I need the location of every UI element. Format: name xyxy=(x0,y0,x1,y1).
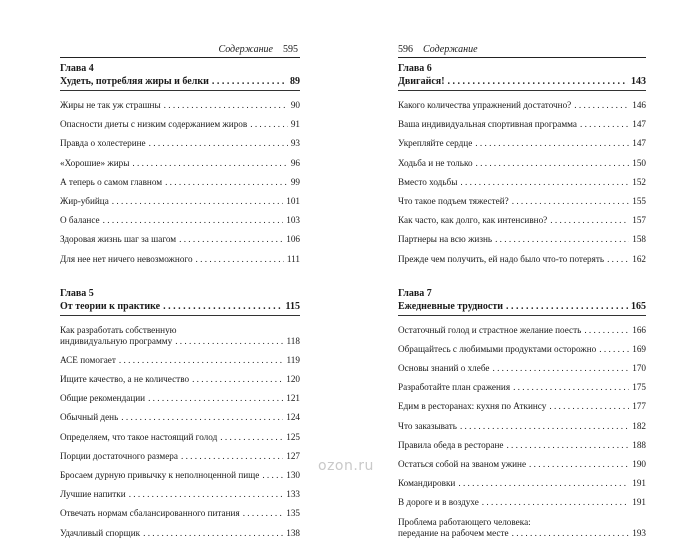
dot-leader xyxy=(476,158,630,169)
dot-leader xyxy=(112,196,283,207)
toc-entry[interactable] xyxy=(60,393,300,404)
toc-entry-text: Общие рекомендации xyxy=(60,393,146,404)
chapter-page-number: 115 xyxy=(285,300,300,312)
dot-leader xyxy=(149,138,288,149)
dot-leader xyxy=(220,432,283,443)
dot-leader xyxy=(482,497,629,508)
toc-entry-page: 91 xyxy=(290,119,300,130)
toc-entry-page: 166 xyxy=(632,324,646,335)
left-page xyxy=(0,0,350,538)
dot-leader xyxy=(103,215,284,226)
toc-entry-page: 188 xyxy=(632,439,646,450)
right-page xyxy=(350,0,700,538)
toc-entry[interactable] xyxy=(398,119,646,130)
toc-entry-text: Едим в ресторанах: кухня по Аткинсу xyxy=(398,401,547,412)
toc-entry-text: Ходьба и не только xyxy=(398,157,473,168)
toc-entry[interactable] xyxy=(398,215,646,226)
toc-entry-text: Что такое подъем тяжестей? xyxy=(398,195,509,206)
toc-entry-page: 177 xyxy=(632,401,646,412)
toc-entry-page: 170 xyxy=(632,363,646,374)
chapter-page-number: 143 xyxy=(631,76,646,87)
dot-leader xyxy=(512,196,630,207)
toc-entry-text: передание на рабочем месте xyxy=(398,527,509,538)
toc-entry-text: Жиры не так уж страшны xyxy=(60,100,161,110)
dot-leader xyxy=(148,393,283,404)
toc-entry-page: 169 xyxy=(632,343,646,354)
toc-entry[interactable] xyxy=(398,459,646,470)
dot-leader xyxy=(599,344,629,355)
dot-leader xyxy=(549,401,629,412)
toc-entry-text: Лучшие напитки xyxy=(60,489,126,500)
toc-entry-text: Прежде чем получить, ей надо было что-то потерять xyxy=(398,253,605,264)
running-head-page-number: 596 xyxy=(398,44,413,55)
dot-leader xyxy=(163,300,282,313)
toc-entry[interactable] xyxy=(60,138,300,149)
toc-entry-page: 120 xyxy=(286,374,300,385)
chapter-title[interactable] xyxy=(398,300,646,316)
chapter-title-text: Двигайся! xyxy=(398,76,445,87)
toc-entry-page: 158 xyxy=(632,234,646,245)
toc-entry-text: Ищите качество, а не количество xyxy=(60,374,190,385)
toc-entry[interactable] xyxy=(60,355,300,366)
toc-entry-text: Остаться собой на званом ужине xyxy=(398,459,527,469)
toc-entry[interactable] xyxy=(60,489,300,500)
toc-entry[interactable] xyxy=(60,470,300,481)
toc-entry-text: АСЕ помогает xyxy=(60,354,116,365)
chapter-page-number: 165 xyxy=(631,300,646,312)
toc-entry[interactable] xyxy=(398,177,646,188)
toc-entry-page: 127 xyxy=(286,450,300,461)
toc-entry-page: 182 xyxy=(632,420,646,431)
chapter-label: Глава 6 xyxy=(398,63,432,74)
dot-leader xyxy=(179,234,283,245)
toc-entry[interactable] xyxy=(60,234,300,245)
toc-entry[interactable] xyxy=(60,336,300,347)
dot-leader xyxy=(119,355,284,366)
toc-entry[interactable] xyxy=(398,234,646,245)
toc-entry[interactable] xyxy=(398,382,646,393)
toc-entry[interactable] xyxy=(398,478,646,489)
toc-entry-page: 125 xyxy=(286,431,300,442)
toc-entry-page: 157 xyxy=(632,215,646,226)
toc-entry-text: Правила обеда в ресторане xyxy=(398,439,504,450)
chapter-page-number: 89 xyxy=(290,76,300,87)
toc-entry-page: 150 xyxy=(632,157,646,168)
toc-entry-page: 124 xyxy=(286,412,300,423)
dot-leader xyxy=(250,119,288,130)
running-head-left xyxy=(218,44,298,55)
toc-entry-text: Для нее нет ничего невозможного xyxy=(60,253,193,264)
toc-entry-page: 138 xyxy=(286,527,300,538)
dot-leader xyxy=(550,215,629,226)
dot-leader xyxy=(143,528,283,539)
toc-entry[interactable] xyxy=(398,100,646,111)
toc-entry-page: 135 xyxy=(286,508,300,519)
chapter-title-text: Худеть, потребляя жиры и белки xyxy=(60,76,209,87)
toc-entry-text: Какого количества упражнений достаточно? xyxy=(398,100,572,110)
chapter-title[interactable] xyxy=(60,300,300,316)
dot-leader xyxy=(121,412,283,423)
toc-entry-text: Что заказывать xyxy=(398,420,457,431)
dot-leader xyxy=(580,119,629,130)
toc-entry[interactable] xyxy=(398,401,646,412)
toc-entry[interactable] xyxy=(60,432,300,443)
toc-entry-page: 175 xyxy=(632,382,646,393)
toc-entry-text: В дороге и в воздухе xyxy=(398,497,479,508)
toc-entry-page: 103 xyxy=(286,215,300,226)
toc-entry-page: 101 xyxy=(286,195,300,206)
toc-entry-text: Ваша индивидуальная спортивная программа xyxy=(398,119,577,130)
toc-entry-page: 147 xyxy=(632,119,646,130)
toc-entry-page: 96 xyxy=(290,157,300,168)
dot-leader xyxy=(574,100,629,111)
toc-entry-text: Командировки xyxy=(398,478,456,489)
toc-entry-page: 162 xyxy=(632,253,646,264)
toc-entry-text: Бросаем дурную привычку к неполноценной пище xyxy=(60,470,260,480)
dot-leader xyxy=(181,451,283,462)
running-head-title: Содержание xyxy=(218,44,273,55)
toc-entry-page: 190 xyxy=(632,459,646,469)
dot-leader xyxy=(495,234,629,245)
toc-entry-page: 146 xyxy=(632,100,646,110)
toc-entry-text: Жир-убийца xyxy=(60,195,109,206)
toc-entry[interactable] xyxy=(60,196,300,207)
toc-entry-text: индивидуальную программу xyxy=(60,335,173,346)
toc-entry-text: Отвечать нормам сбалансированного питания xyxy=(60,508,240,519)
toc-entry[interactable] xyxy=(60,374,300,385)
dot-leader xyxy=(529,459,629,470)
dot-leader xyxy=(165,177,288,188)
toc-entry-text: Вместо ходьбы xyxy=(398,176,458,187)
toc-entry-text: Обращайтесь с любимыми продуктами осторожно xyxy=(398,343,597,354)
toc-entry[interactable] xyxy=(398,158,646,169)
toc-entry-text: А теперь о самом главном xyxy=(60,176,163,187)
toc-entry[interactable] xyxy=(60,177,300,188)
dot-leader xyxy=(164,100,288,111)
toc-entry[interactable] xyxy=(60,451,300,462)
toc-entry-page: 191 xyxy=(632,478,646,489)
toc-entry[interactable] xyxy=(60,100,300,111)
dot-leader xyxy=(475,138,629,149)
toc-entry[interactable] xyxy=(398,440,646,451)
dot-leader xyxy=(196,254,284,265)
toc-entry-text: «Хорошие» жиры xyxy=(60,157,130,168)
toc-entry[interactable] xyxy=(60,158,300,169)
chapter-title[interactable] xyxy=(398,75,646,91)
dot-leader xyxy=(460,421,629,432)
toc-entry-text: Определяем, что такое настоящий голод xyxy=(60,431,218,442)
dot-leader xyxy=(129,489,284,500)
chapter-label: Глава 5 xyxy=(60,287,94,299)
toc-entry-page: 121 xyxy=(286,393,300,404)
toc-entry-page: 130 xyxy=(286,470,300,480)
dot-leader xyxy=(458,478,629,489)
toc-entry[interactable] xyxy=(60,528,300,539)
running-head-page-number: 595 xyxy=(283,44,298,55)
dot-leader xyxy=(512,528,630,539)
running-head-right xyxy=(398,44,478,55)
toc-entry-page: 90 xyxy=(290,100,300,110)
toc-entry-text: Порции достаточного размера xyxy=(60,450,178,461)
toc-entry-text: Укрепляйте сердце xyxy=(398,138,473,149)
dot-leader xyxy=(513,382,629,393)
toc-entry[interactable] xyxy=(398,344,646,355)
dot-leader xyxy=(506,440,629,451)
watermark-text: ozon.ru xyxy=(318,458,374,474)
toc-entry-text: Опасности диеты с низким содержанием жиров xyxy=(60,119,248,130)
chapter-title-text: Ежедневные трудности xyxy=(398,300,504,312)
toc-entry-line: Проблема работающего человека: xyxy=(398,516,531,527)
chapter-title[interactable] xyxy=(60,75,300,91)
toc-entry-text: Правда о холестерине xyxy=(60,138,146,149)
toc-entry[interactable] xyxy=(60,215,300,226)
toc-entry-text: Удачливый спорщик xyxy=(60,527,141,538)
toc-left xyxy=(60,62,300,547)
dot-leader xyxy=(460,177,629,188)
toc-entry-line: Как разработать собственную xyxy=(60,324,177,335)
toc-entry-page: 99 xyxy=(290,176,300,187)
toc-entry-page: 111 xyxy=(286,253,300,264)
toc-entry[interactable] xyxy=(60,119,300,130)
running-head-title: Содержание xyxy=(423,44,478,55)
toc-entry-text: Основы знаний о хлебе xyxy=(398,363,490,374)
toc-entry[interactable] xyxy=(60,254,300,265)
dot-leader xyxy=(506,300,628,313)
dot-leader xyxy=(448,75,628,88)
toc-entry-page: 118 xyxy=(286,335,300,346)
dot-leader xyxy=(262,470,283,481)
dot-leader xyxy=(175,336,283,347)
dot-leader xyxy=(607,254,629,265)
toc-entry-text: Разработайте план сражения xyxy=(398,382,511,393)
toc-entry[interactable] xyxy=(398,196,646,207)
chapter-title-text: От теории к практике xyxy=(60,300,161,312)
toc-entry-text: О балансе xyxy=(60,215,100,226)
toc-entry-text: Здоровая жизнь шаг за шагом xyxy=(60,234,177,245)
dot-leader xyxy=(243,508,284,519)
toc-entry-page: 147 xyxy=(632,138,646,149)
toc-entry[interactable] xyxy=(60,508,300,519)
header-rule xyxy=(398,57,646,58)
toc-entry[interactable] xyxy=(398,325,646,336)
toc-entry[interactable] xyxy=(398,254,646,265)
dot-leader xyxy=(212,75,287,88)
toc-entry-page: 133 xyxy=(286,489,300,500)
toc-entry-page: 193 xyxy=(632,527,646,538)
toc-entry-text: Остаточный голод и страстное желание поесть xyxy=(398,324,582,335)
toc-entry[interactable] xyxy=(398,363,646,374)
dot-leader xyxy=(492,363,629,374)
toc-entry-page: 119 xyxy=(286,354,300,365)
dot-leader xyxy=(132,158,287,169)
toc-entry-page: 152 xyxy=(632,176,646,187)
toc-entry-text: Партнеры на всю жизнь xyxy=(398,234,493,245)
toc-entry[interactable] xyxy=(398,421,646,432)
header-rule xyxy=(60,57,300,58)
toc-entry-text: Обычный день xyxy=(60,412,119,423)
toc-entry-page: 106 xyxy=(286,234,300,245)
toc-entry[interactable] xyxy=(398,138,646,149)
toc-entry[interactable] xyxy=(398,528,646,539)
dot-leader xyxy=(584,325,629,336)
chapter-label: Глава 7 xyxy=(398,287,432,299)
chapter-label: Глава 4 xyxy=(60,63,94,74)
dot-leader xyxy=(192,374,283,385)
toc-entry-page: 191 xyxy=(632,497,646,508)
toc-right xyxy=(398,62,646,547)
toc-entry-page: 155 xyxy=(632,195,646,206)
toc-entry-text: Как часто, как долго, как интенсивно? xyxy=(398,215,548,226)
toc-entry[interactable] xyxy=(398,497,646,508)
toc-entry-page: 93 xyxy=(290,138,300,149)
toc-entry[interactable] xyxy=(60,412,300,423)
